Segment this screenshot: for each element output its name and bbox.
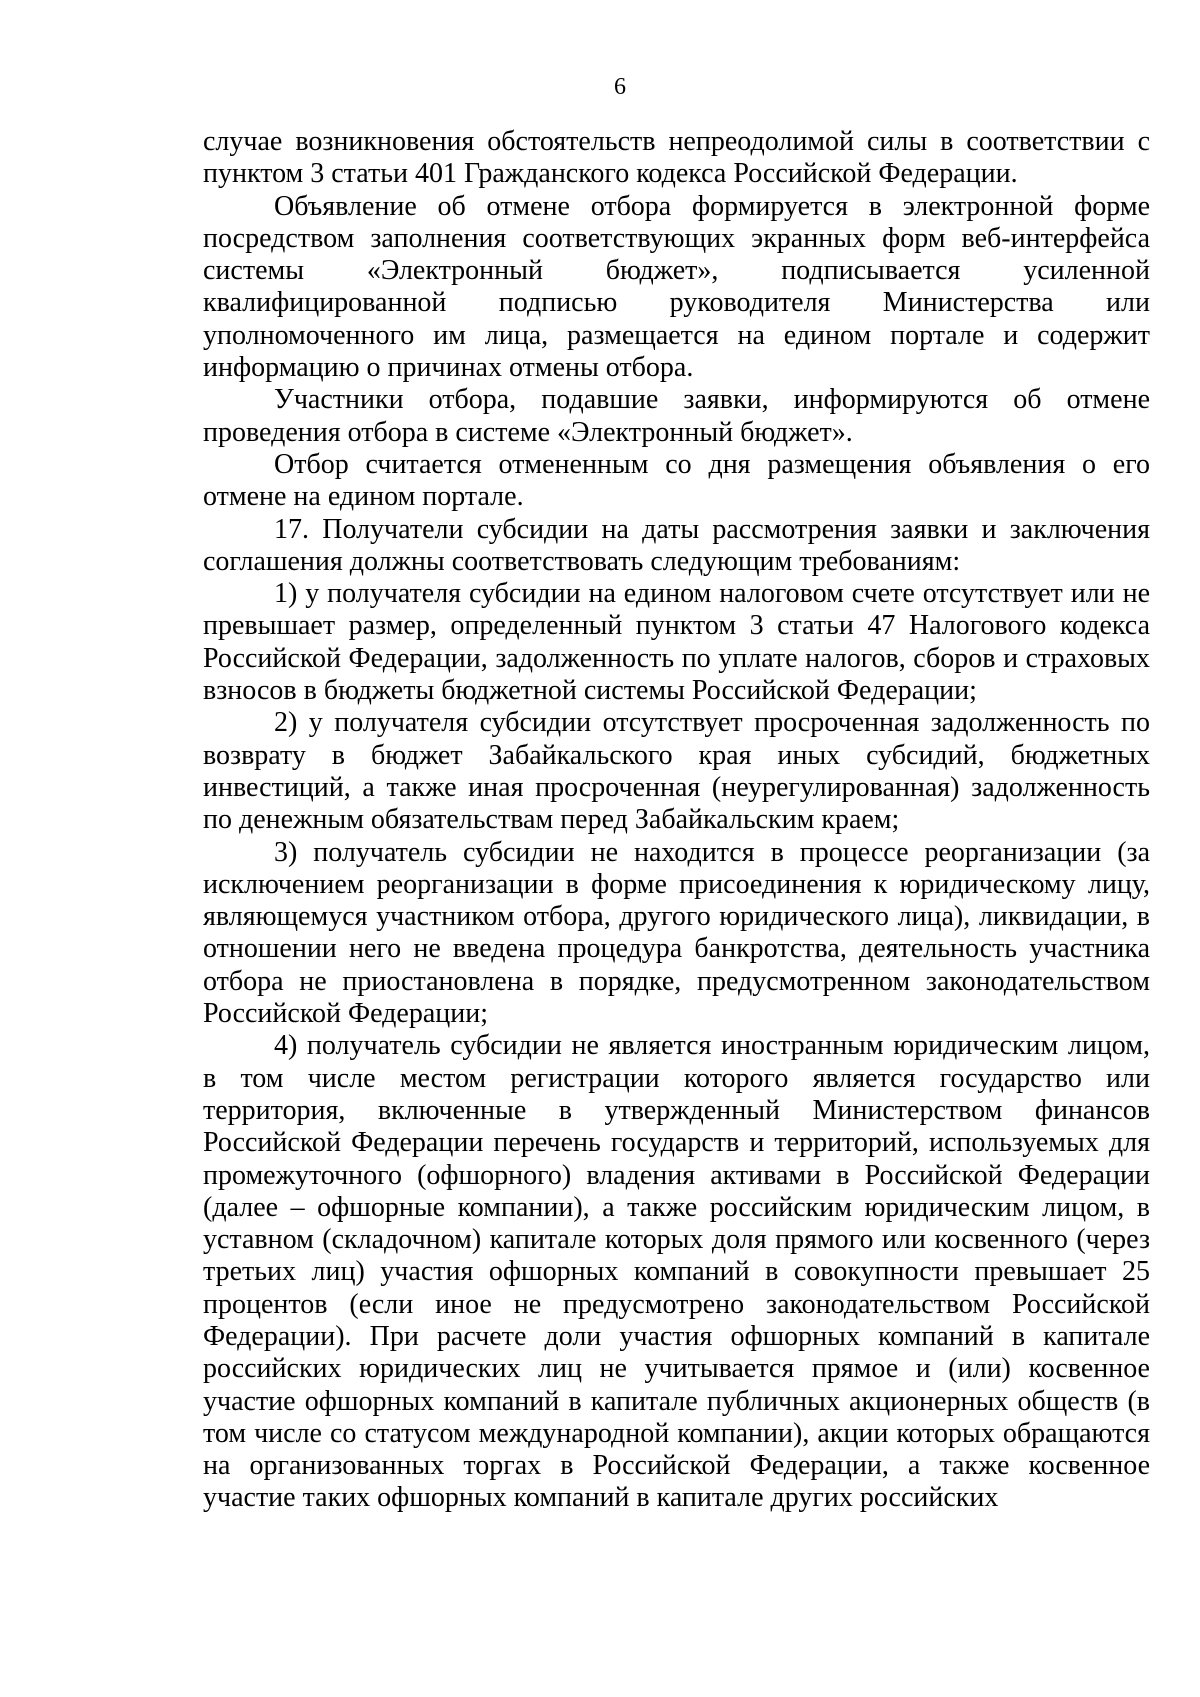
- document-body: [203, 126, 1150, 1515]
- paragraph-cancellation-notice: Объявление об отмене отбора формируется в электронной форме посредством заполнения соответствующих экранных форм веб-интерфейса системы «Электронный бюджет», подписывается усиленной квалифицированной подписью руководителя Министерства или уполномоченного им лица, размещается на едином портале и содержит информацию о причинах отмены отбора.: [203, 190, 1150, 384]
- paragraph-requirement-4: 4) получатель субсидии не является иностранным юридическим лицом, в том числе местом регистрации которого является государство или территория, включенные в утвержденный Министерством финансов Российской Федерации перечень государств и территорий, используемых для промежуточного (офшорного) владения активами в Российской Федерации (далее – офшорные компании), а также российским юридическим лицом, в уставном (складочном) капитале которых доля прямого или косвенного (через третьих лиц) участия офшорных компаний в совокупности превышает 25 процентов (если иное не предусмотрено законодательством Российской Федерации). При расчете доли участия офшорных компаний в капитале российских юридических лиц не учитывается прямое и (или) косвенное участие офшорных компаний в капитале публичных акционерных обществ (в том числе со статусом международной компании), акции которых обращаются на организованных торгах в Российской Федерации, а также косвенное участие таких офшорных компаний в капитале других российских: [203, 1030, 1150, 1514]
- paragraph-requirement-2: 2) у получателя субсидии отсутствует просроченная задолженность по возврату в бюджет Забайкальского края иных субсидий, бюджетных инвестиций, а также иная просроченная (неурегулированная) задолженность по денежным обязательствам перед Забайкальским краем;: [203, 707, 1150, 836]
- paragraph-participants-informed: Участники отбора, подавшие заявки, информируются об отмене проведения отбора в системе «Электронный бюджет».: [203, 384, 1150, 448]
- paragraph-cancellation-date: Отбор считается отмененным со дня размещения объявления о его отмене на едином портале.: [203, 448, 1150, 513]
- paragraph-item-17: 17. Получатели субсидии на даты рассмотрения заявки и заключения соглашения должны соответствовать следующим требованиям:: [203, 513, 1150, 577]
- paragraph-requirement-1: 1) у получателя субсидии на едином налоговом счете отсутствует или не превышает размер, определенный пунктом 3 статьи 47 Налогового кодекса Российской Федерации, задолженность по уплате налогов, сборов и страховых взносов в бюджеты бюджетной системы Российской Федерации;: [203, 578, 1150, 707]
- paragraph-force-majeure: случае возникновения обстоятельств непреодолимой силы в соответствии с пунктом 3 статьи 401 Гражданского кодекса Российской Федерации.: [203, 126, 1150, 190]
- paragraph-requirement-3: 3) получатель субсидии не находится в процессе реорганизации (за исключением реорганизации в форме присоединения к юридическому лицу, являющемуся участником отбора, другого юридического лица), ликвидации, в отношении него не введена процедура банкротства, деятельность участника отбора не приостановлена в порядке, предусмотренном законодательством Российской Федерации;: [203, 836, 1150, 1030]
- page-number: 6: [614, 74, 626, 100]
